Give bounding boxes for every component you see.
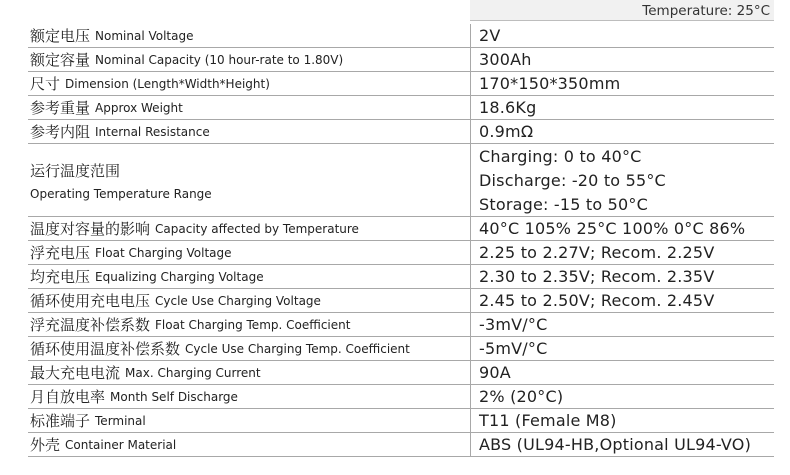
spec-value: 90A bbox=[470, 361, 774, 384]
label-cn: 浮充温度补偿系数 bbox=[30, 316, 151, 334]
label-cn: 参考内阻 bbox=[30, 123, 91, 141]
spec-value: T11 (Female M8) bbox=[470, 409, 774, 432]
label-en: Nominal Voltage bbox=[95, 28, 194, 43]
label-cn: 尺寸 bbox=[30, 75, 61, 93]
spec-row-container-material bbox=[28, 433, 774, 457]
spec-row-float-charging-voltage bbox=[28, 241, 774, 265]
label-cn: 月自放电率 bbox=[30, 388, 106, 406]
label-cn: 外壳 bbox=[30, 436, 61, 454]
spec-value-discharge: Discharge: -20 to 55°C bbox=[479, 170, 666, 190]
label-cn: 额定容量 bbox=[30, 51, 91, 69]
label-en: Month Self Discharge bbox=[110, 389, 238, 404]
spec-row-internal-resistance bbox=[28, 120, 774, 144]
temperature-note: Temperature: 25°C bbox=[642, 3, 770, 19]
spec-value: 18.6Kg bbox=[470, 96, 774, 119]
spec-value: 2.25 to 2.27V; Recom. 2.25V bbox=[470, 241, 774, 264]
label-cn: 均充电压 bbox=[30, 268, 91, 286]
label-en: Float Charging Temp. Coefficient bbox=[155, 317, 351, 332]
spec-row-month-self-discharge bbox=[28, 385, 774, 409]
spec-row-cycle-charging-voltage bbox=[28, 289, 774, 313]
label-cn: 运行温度范围 bbox=[30, 161, 121, 180]
spec-value: ABS (UL94-HB,Optional UL94-VO) bbox=[470, 433, 774, 456]
spec-value: 2.30 to 2.35V; Recom. 2.35V bbox=[470, 265, 774, 288]
label-cn: 最大充电电流 bbox=[30, 364, 121, 382]
label-cn: 浮充电压 bbox=[30, 244, 91, 262]
label-en: Nominal Capacity (10 hour-rate to 1.80V) bbox=[95, 52, 344, 67]
spec-value: -3mV/°C bbox=[470, 313, 774, 336]
spec-row-cycle-temp-coefficient bbox=[28, 337, 774, 361]
label-en: Equalizing Charging Voltage bbox=[95, 269, 264, 284]
spec-value: 2% (20°C) bbox=[470, 385, 774, 408]
label-en: Float Charging Voltage bbox=[95, 245, 232, 260]
spec-value: 300Ah bbox=[470, 48, 774, 71]
spec-value: -5mV/°C bbox=[470, 337, 774, 360]
spec-value: 0.9mΩ bbox=[470, 120, 774, 143]
spec-row-terminal bbox=[28, 409, 774, 433]
label-en: Operating Temperature Range bbox=[30, 186, 212, 201]
label-en: Dimension (Length*Width*Height) bbox=[65, 76, 270, 91]
spec-value: 170*150*350mm bbox=[470, 72, 774, 95]
label-en: Approx Weight bbox=[95, 100, 183, 115]
label-en: Cycle Use Charging Temp. Coefficient bbox=[185, 341, 410, 356]
label-en: Max. Charging Current bbox=[125, 365, 261, 380]
spec-row-dimension bbox=[28, 72, 774, 96]
spec-row-capacity-temperature bbox=[28, 217, 774, 241]
spec-row-max-charging-current bbox=[28, 361, 774, 385]
label-en: Capacity affected by Temperature bbox=[155, 221, 359, 236]
temperature-header-box bbox=[470, 0, 774, 21]
label-cn: 循环使用温度补偿系数 bbox=[30, 340, 181, 358]
spec-row-nominal-capacity bbox=[28, 48, 774, 72]
label-cn: 额定电压 bbox=[30, 27, 91, 45]
label-en: Cycle Use Charging Voltage bbox=[155, 293, 321, 308]
label-cn: 温度对容量的影响 bbox=[30, 220, 151, 238]
spec-value-charging: Charging: 0 to 40°C bbox=[479, 146, 642, 166]
spec-row-nominal-voltage bbox=[28, 24, 774, 48]
temperature-header bbox=[470, 0, 774, 24]
spec-value: 40°C 105% 25°C 100% 0°C 86% bbox=[470, 217, 774, 240]
spec-table bbox=[28, 24, 774, 457]
label-en: Internal Resistance bbox=[95, 124, 210, 139]
spec-value: 2.45 to 2.50V; Recom. 2.45V bbox=[470, 289, 774, 312]
label-cn: 循环使用充电电压 bbox=[30, 292, 151, 310]
spec-row-approx-weight bbox=[28, 96, 774, 120]
label-en: Container Material bbox=[65, 437, 177, 452]
label-cn: 参考重量 bbox=[30, 99, 91, 117]
spec-row-equalizing-charging-voltage bbox=[28, 265, 774, 289]
spec-value-storage: Storage: -15 to 50°C bbox=[479, 194, 648, 214]
spec-row-float-temp-coefficient bbox=[28, 313, 774, 337]
spec-row-operating-temperature bbox=[28, 144, 774, 217]
label-en: Terminal bbox=[95, 413, 146, 428]
label-cn: 标准端子 bbox=[30, 412, 91, 430]
spec-value: 2V bbox=[470, 24, 774, 47]
